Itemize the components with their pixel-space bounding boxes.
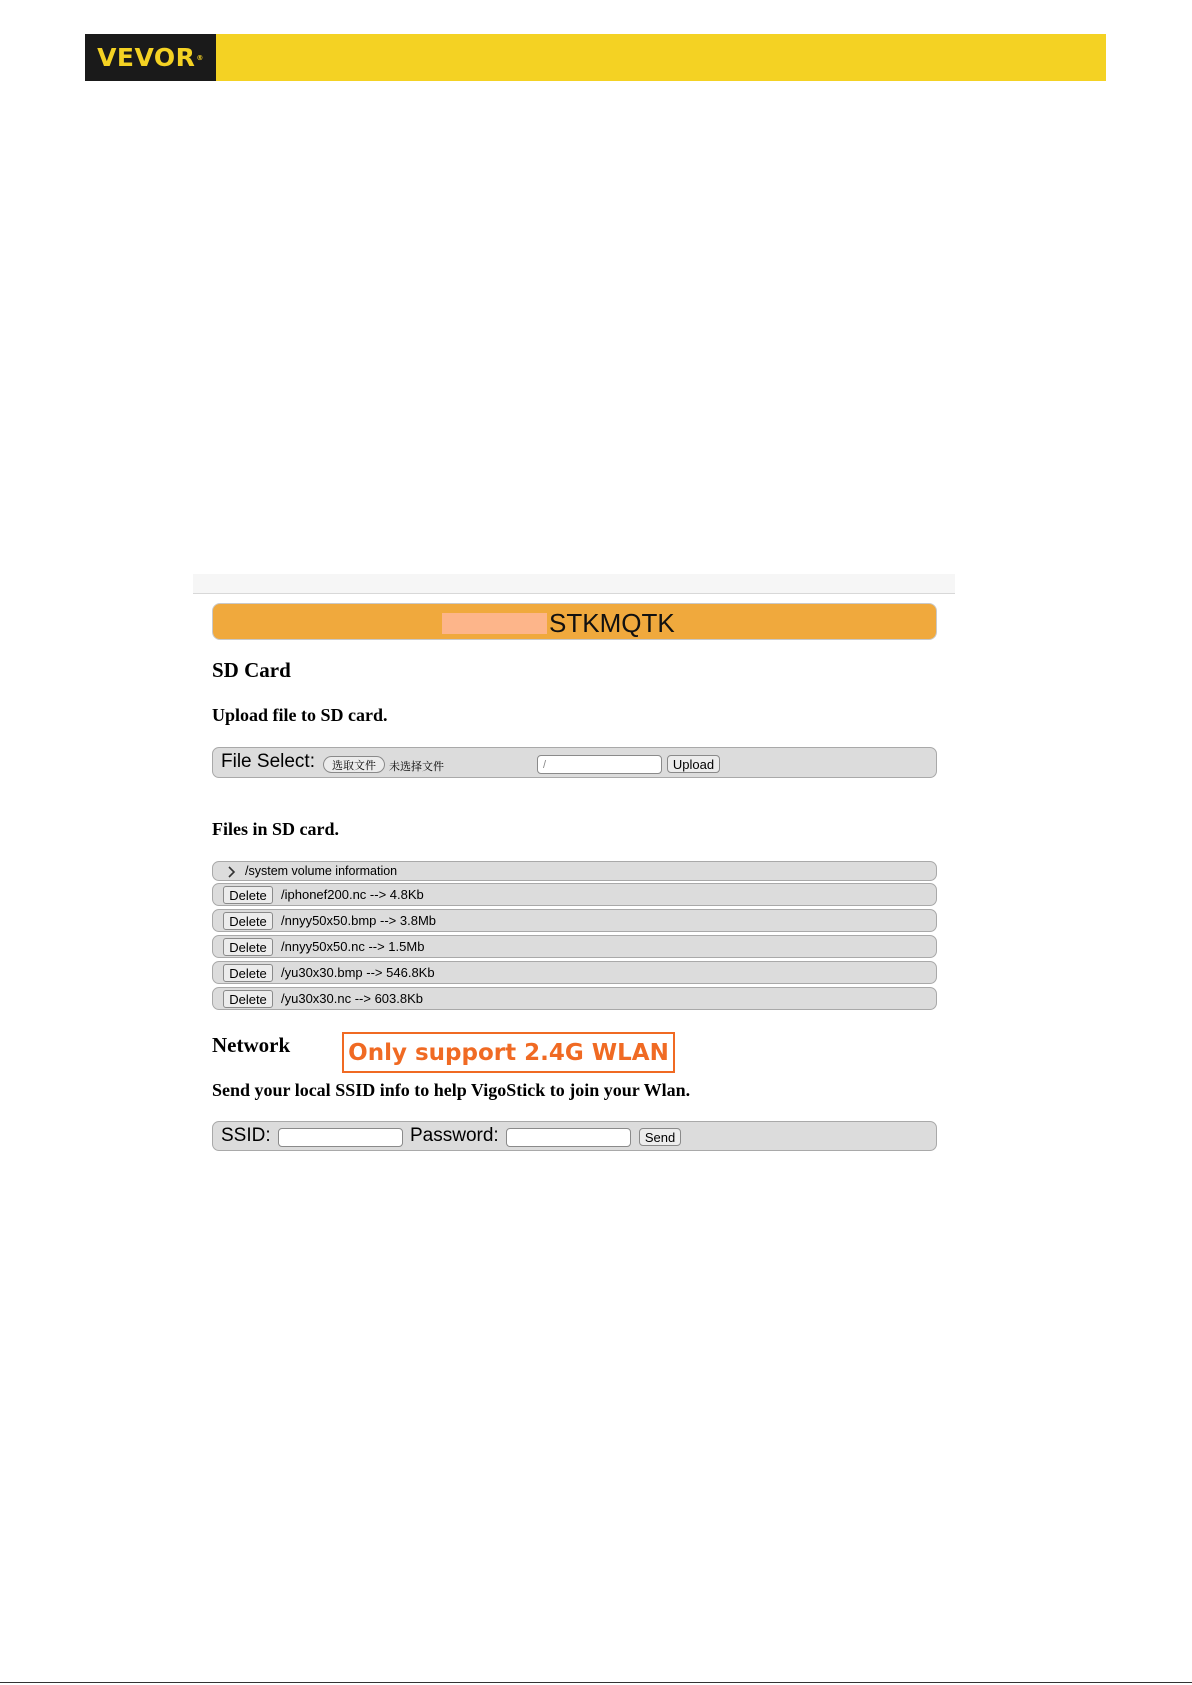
upload-path-input[interactable] bbox=[537, 755, 662, 774]
redaction-mask bbox=[442, 613, 547, 634]
upload-button[interactable]: Upload bbox=[667, 755, 720, 773]
device-title-bar bbox=[212, 603, 937, 640]
delete-button[interactable]: Delete bbox=[223, 990, 273, 1008]
file-entry: /iphonef200.nc --> 4.8Kb bbox=[281, 887, 424, 902]
registered-mark: ® bbox=[196, 53, 204, 62]
file-row bbox=[212, 909, 937, 932]
send-button[interactable]: Send bbox=[639, 1128, 681, 1146]
wlan-notice-callout: Only support 2.4G WLAN bbox=[342, 1032, 675, 1073]
file-select-label: File Select: bbox=[221, 751, 315, 772]
chevron-right-icon[interactable] bbox=[227, 864, 236, 878]
browser-toolbar-strip bbox=[193, 574, 955, 594]
sd-card-heading: SD Card bbox=[212, 658, 291, 682]
ssid-input[interactable] bbox=[278, 1128, 403, 1147]
delete-button[interactable]: Delete bbox=[223, 938, 273, 956]
network-description: Send your local SSID info to help VigoStick to join your Wlan. bbox=[212, 1080, 691, 1100]
folder-path: /system volume information bbox=[245, 864, 398, 878]
logo-text: VEVOR bbox=[97, 43, 196, 72]
file-entry: /nnyy50x50.nc --> 1.5Mb bbox=[281, 939, 425, 954]
vevor-logo bbox=[85, 34, 216, 81]
page-bottom-rule bbox=[0, 1682, 1192, 1683]
file-row bbox=[212, 987, 937, 1010]
upload-panel bbox=[212, 747, 937, 778]
ssid-label: SSID: bbox=[221, 1125, 271, 1146]
file-row bbox=[212, 935, 937, 958]
password-label: Password: bbox=[410, 1125, 499, 1146]
delete-button[interactable]: Delete bbox=[223, 912, 273, 930]
file-row bbox=[212, 883, 937, 906]
network-heading: Network bbox=[212, 1033, 291, 1057]
upload-heading: Upload file to SD card. bbox=[212, 705, 388, 725]
folder-row[interactable] bbox=[212, 861, 937, 881]
file-row bbox=[212, 961, 937, 984]
brand-header-bar bbox=[85, 34, 1106, 81]
choose-file-button[interactable]: 选取文件 bbox=[323, 756, 385, 773]
file-entry: /yu30x30.bmp --> 546.8Kb bbox=[281, 965, 435, 980]
no-file-chosen-text: 未选择文件 bbox=[389, 760, 444, 773]
delete-button[interactable]: Delete bbox=[223, 964, 273, 982]
file-entry: /nnyy50x50.bmp --> 3.8Mb bbox=[281, 913, 436, 928]
network-panel bbox=[212, 1121, 937, 1151]
password-input[interactable] bbox=[506, 1128, 631, 1147]
delete-button[interactable]: Delete bbox=[223, 886, 273, 904]
file-entry: /yu30x30.nc --> 603.8Kb bbox=[281, 991, 424, 1006]
device-name: STKMQTK bbox=[549, 608, 675, 638]
files-heading: Files in SD card. bbox=[212, 819, 340, 839]
